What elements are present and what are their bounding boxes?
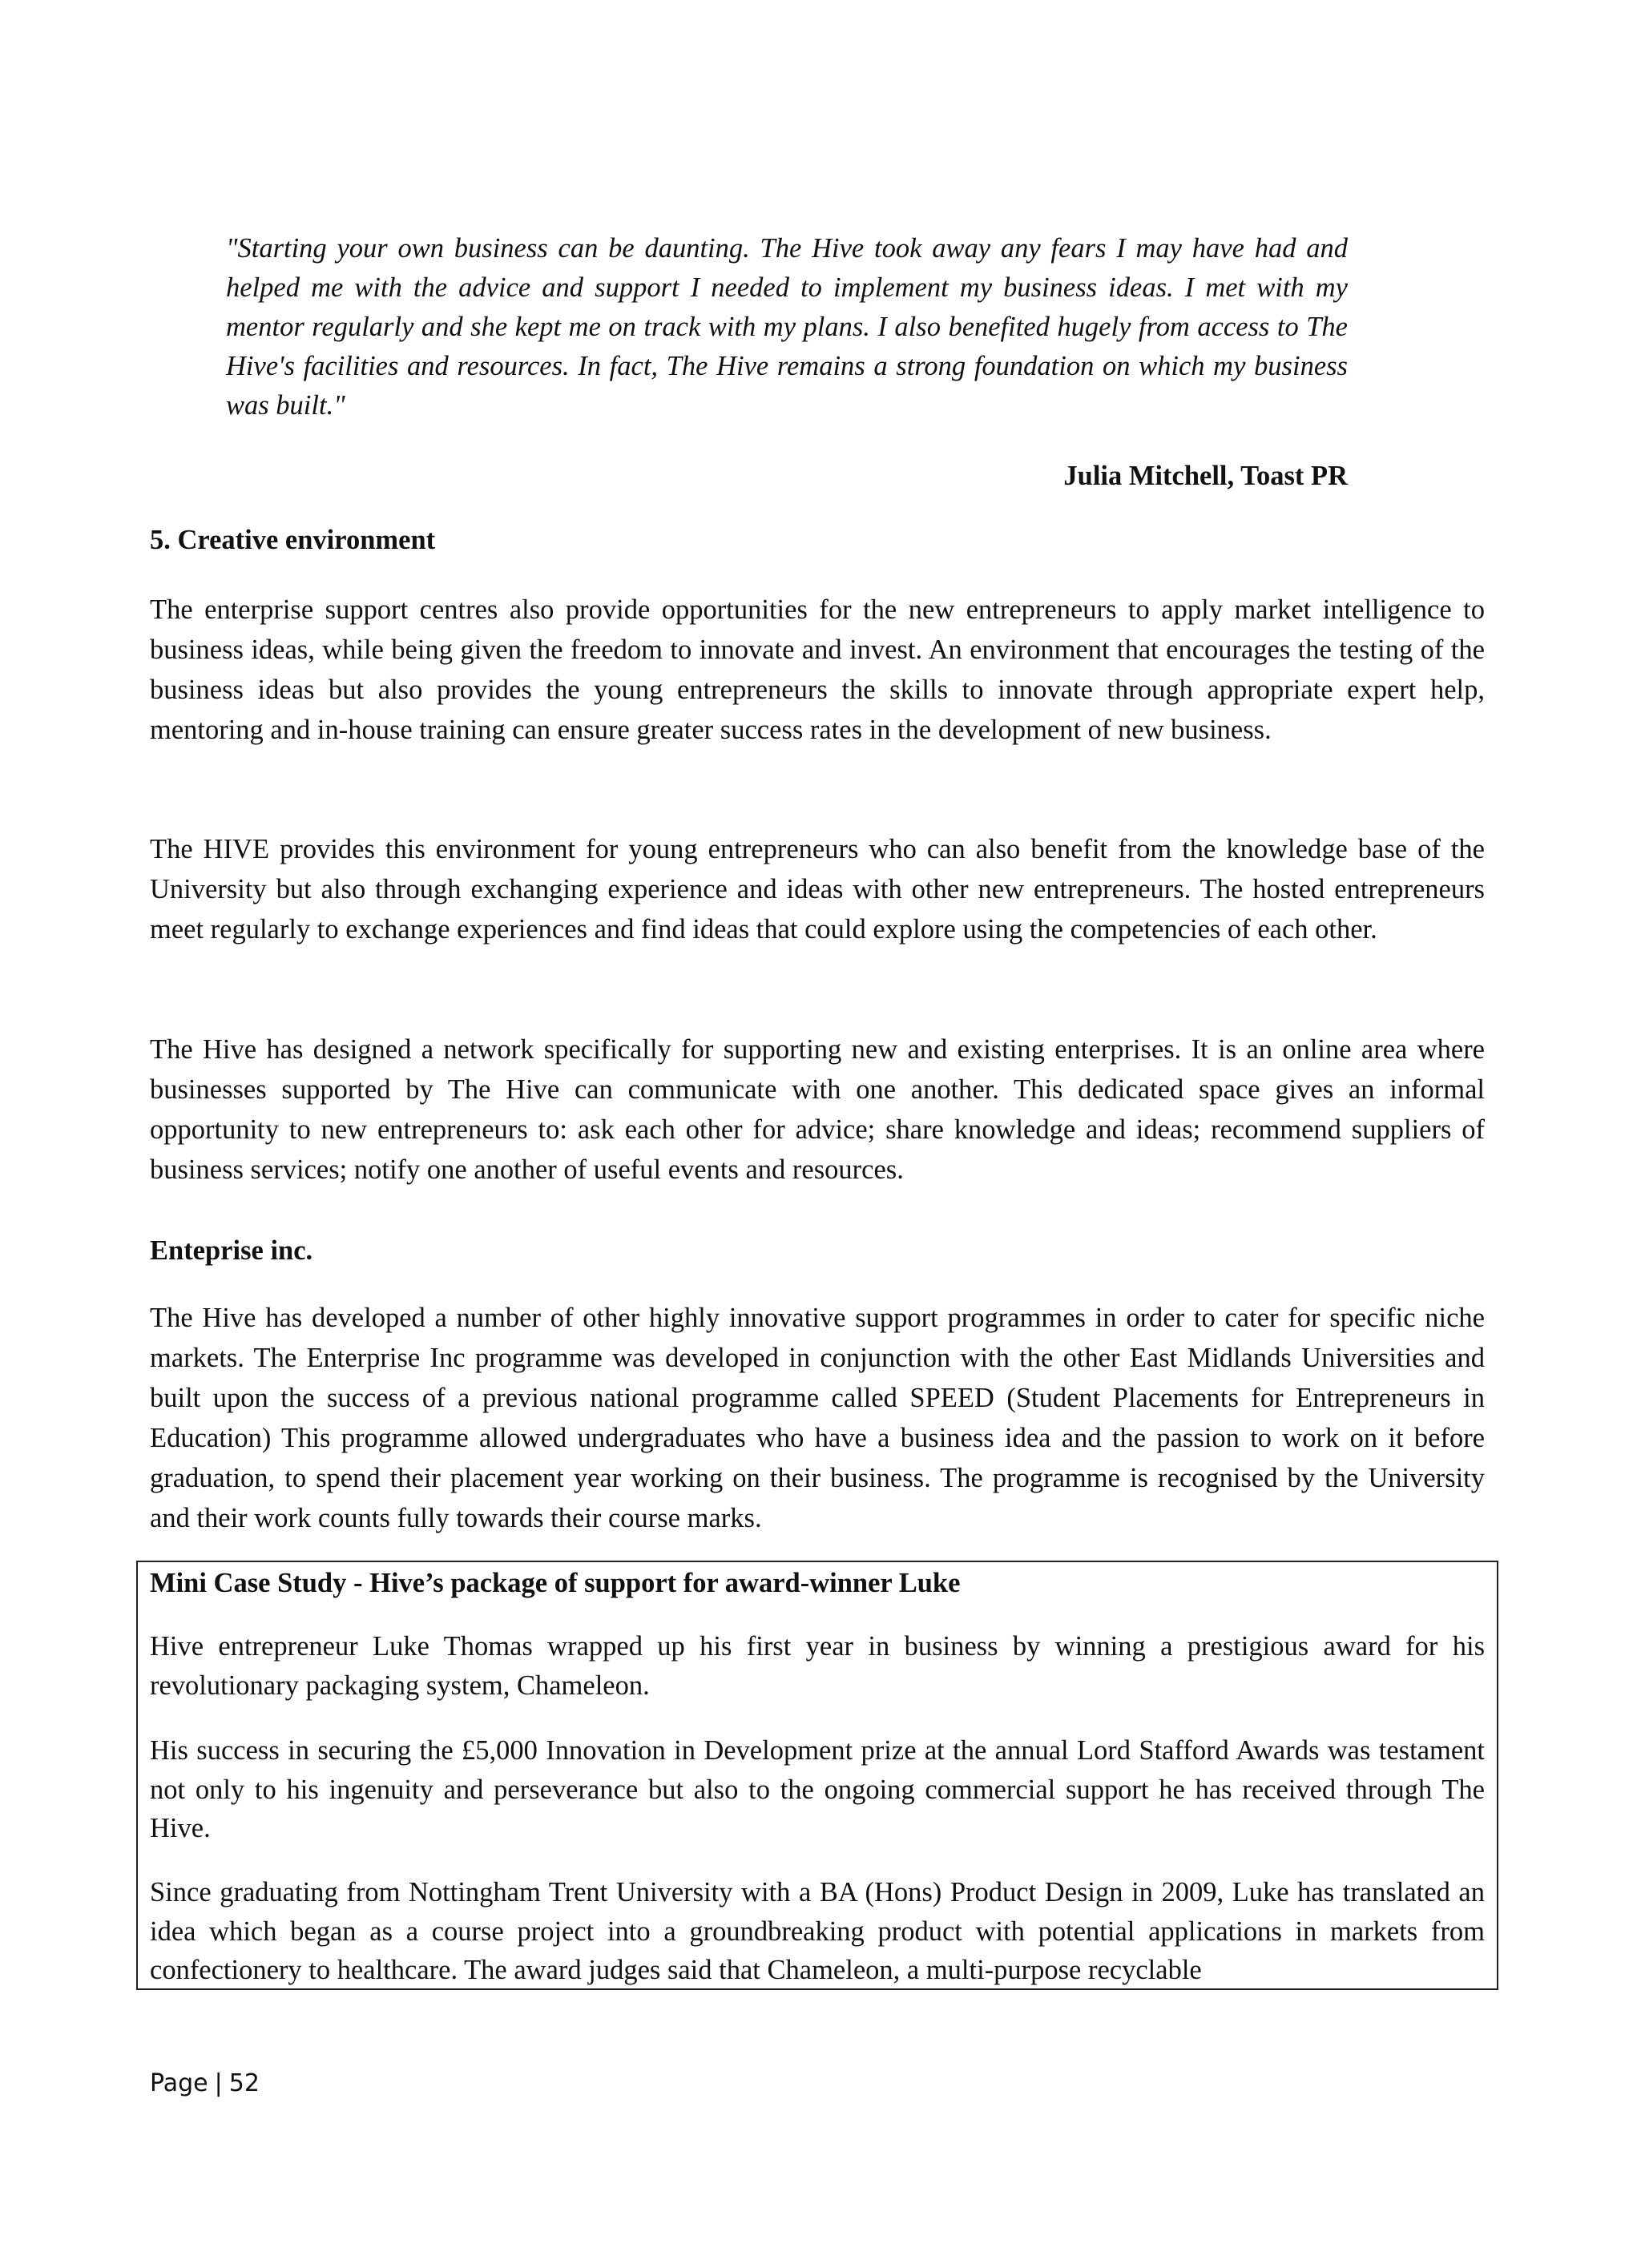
paragraph-enterprise-support: The enterprise support centres also provide opportunities for the new entrepreneurs to apply market intelligence to business ideas, while being given the freedom to innovate and invest. An environment that encourages the testing of the business ideas but also provides the young entrepreneurs the skills to innovate through appropriate expert help, mentoring and in-house training can ensure greater success rates in the development of new business. (150, 594, 1485, 745)
page-label: Page (150, 2069, 208, 2097)
page-number: 52 (228, 2069, 260, 2097)
case-study-paragraph-award: Hive entrepreneur Luke Thomas wrapped up his first year in business by winning a prestigious award for his revolutionary packaging system, Chameleon. (150, 1631, 1485, 1701)
testimonial-quote: "Starting your own business can be daunting. The Hive took away any fears I may have had and helped me with the advice and support I needed to implement my business ideas. I met with my mentor regularly and she kept me on track with my plans. I also benefited hugely from access to The Hive's facilities and resources. In fact, The Hive remains a strong foundation on which my business was built." (226, 233, 1348, 421)
paragraph-hive-network: The Hive has designed a network specifically for supporting new and existing enterprises. It is an online area where businesses supported by The Hive can communicate with one another. This dedicated space gives an informal opportunity to new entrepreneurs to: ask each other for advice; share knowledge and ideas; recommend suppliers of business services; notify one another of useful events and resources. (150, 1034, 1485, 1185)
section-heading-enterprise-inc: Enteprise inc. (150, 1235, 313, 1266)
case-study-paragraph-graduation: Since graduating from Nottingham Trent University with a BA (Hons) Product Design in 2009, Luke has translated an idea which began as a course project into a groundbreaking product with potential applications in markets from confectionery to healthcare. The award judges said that Chameleon, a multi-purpose recyclable (150, 1877, 1485, 1985)
testimonial-attribution: Julia Mitchell, Toast PR (1063, 461, 1348, 491)
paragraph-hive-environment: The HIVE provides this environment for young entrepreneurs who can also benefit from the knowledge base of the University but also through exchanging experience and ideas with other new entrepreneurs. The hosted entrepreneurs meet regularly to exchange experiences and find ideas that could explore using the competencies of each other. (150, 834, 1485, 945)
case-study-title: Mini Case Study - Hive’s package of support for award-winner Luke (150, 1568, 961, 1598)
page-separator: | (214, 2069, 223, 2097)
paragraph-enterprise-inc: The Hive has developed a number of other highly innovative support programmes in order to cater for specific niche markets. The Enterprise Inc programme was developed in conjunction with the other East Midlands Universities and built upon the success of a previous national programme called SPEED (Student Placements for Entrepreneurs in Education) This programme allowed undergraduates who have a business idea and the passion to work on it before graduation, to spend their placement year working on their business. The programme is recognised by the University and their work counts fully towards their course marks. (150, 1303, 1485, 1533)
mini-case-study-box (136, 1561, 1498, 1990)
case-study-paragraph-prize: His success in securing the £5,000 Innovation in Development prize at the annual Lord Stafford Awards was testament not only to his ingenuity and perseverance but also to the ongoing commercial support he has received through The Hive. (150, 1735, 1485, 1843)
page-footer (150, 2068, 260, 2100)
section-heading-creative-environment: 5. Creative environment (150, 525, 436, 555)
